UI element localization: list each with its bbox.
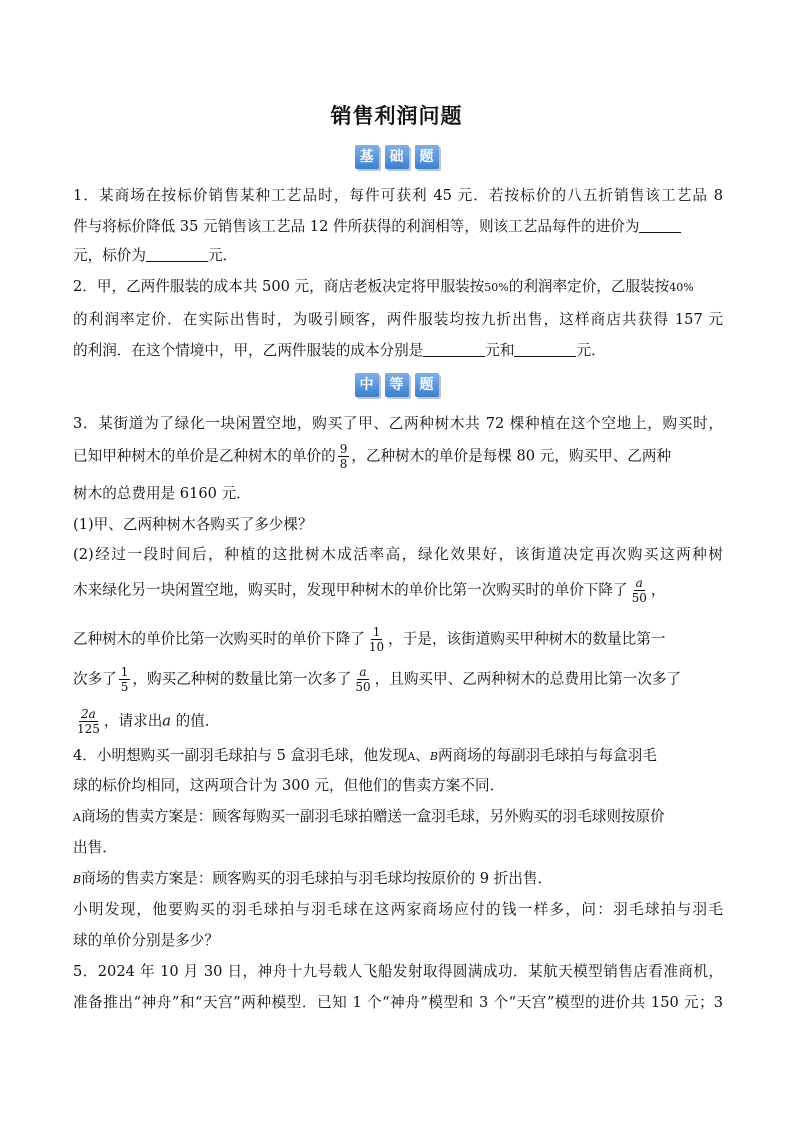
q2-text: 元． xyxy=(576,342,606,359)
q3-sub-1: (1)甲、乙两种树木各购买了多少棵？ xyxy=(73,516,313,533)
mall-a-label: A xyxy=(73,811,81,824)
q3-text: ，请求出 xyxy=(103,712,163,730)
mall-b-label: B xyxy=(429,750,438,763)
fraction-9-8 xyxy=(338,442,350,471)
q3-sub-2-line-1: (2)经过一段时间后，种植的这批树木成活率高，绿化效果好，该街道决定再次购买这两种树 xyxy=(73,546,723,563)
q3-text: ， xyxy=(650,581,666,599)
numerator: a xyxy=(635,576,643,590)
q3-text: ，于是，该街道购买甲种树木的数量比第一 xyxy=(388,630,666,648)
section-medium-header xyxy=(0,373,793,397)
q3-text: ，且购买甲、乙两种树木的总费用比第一次多了 xyxy=(374,670,682,688)
numerator: 1 xyxy=(372,625,381,639)
percent-40: 40% xyxy=(669,281,694,294)
q4-line-1 xyxy=(73,746,657,767)
section-badge: 等 xyxy=(385,373,409,397)
q3-sub-2-line-3 xyxy=(73,625,665,654)
q3-text: ，乙种树木的单价是每棵 80 元，购买甲、乙两种 xyxy=(351,447,672,465)
answer-blank xyxy=(514,342,576,357)
denominator: 5 xyxy=(120,680,129,694)
q3-line-2 xyxy=(73,442,671,471)
fraction-1-5 xyxy=(119,665,131,694)
denominator: 50 xyxy=(631,591,647,605)
q3-text: 的值． xyxy=(171,712,220,730)
denominator: 50 xyxy=(355,680,371,694)
q3-line-1: 3．某街道为了绿化一块闲置空地，购买了甲、乙两种树木共 72 棵种植在这个空地上，购买时， xyxy=(73,415,723,432)
fraction-a-50 xyxy=(353,665,372,694)
answer-blank xyxy=(639,218,681,233)
q4-line-5 xyxy=(73,869,552,890)
q4-line-4: 出售． xyxy=(73,839,117,856)
section-badge: 题 xyxy=(415,145,439,169)
section-badge: 基 xyxy=(355,145,379,169)
q2-text: 2．甲，乙两件服装的成本共 500 元，商店老板决定将甲服装按 xyxy=(73,278,485,295)
q3-text: 次多了 xyxy=(73,670,117,688)
q2-line-1 xyxy=(73,277,694,298)
section-badge: 础 xyxy=(385,145,409,169)
q2-line-3 xyxy=(73,341,606,361)
q1-text: 元，标价为 xyxy=(73,247,146,264)
numerator: a xyxy=(359,665,367,679)
q1-line-2 xyxy=(73,217,681,237)
fraction-2a-125 xyxy=(75,707,102,736)
q3-sub-2-line-2 xyxy=(73,576,665,605)
q1-text: 件与将标价降低 35 元销售该工艺品 12 件所获得的利润相等，则该工艺品每件的进价为 xyxy=(73,218,640,235)
q2-text: 的利润率定价，乙服装按 xyxy=(508,278,670,295)
percent-50: 50% xyxy=(484,281,509,294)
q3-sub-2-line-5 xyxy=(73,707,219,736)
q4-text: 、 xyxy=(415,747,430,764)
fraction-1-10 xyxy=(367,625,386,654)
q4-line-3 xyxy=(73,807,665,828)
q4-line-2: 球的标价均相同，这两项合计为 300 元，但他们的售卖方案不同． xyxy=(73,777,505,794)
section-basic-header xyxy=(0,145,793,169)
mall-a-label: A xyxy=(407,750,416,763)
q3-text: 已知甲种树木的单价是乙种树木的单价的 xyxy=(73,447,336,465)
denominator: 10 xyxy=(368,640,385,654)
q3-text: ，购买乙种树的数量比第一次多了 xyxy=(132,670,352,688)
page-title: 销售利润问题 xyxy=(330,104,463,128)
section-badge: 中 xyxy=(355,373,379,397)
q4-text: 两商场的每副羽毛球拍与每盒羽毛 xyxy=(437,747,657,764)
denominator: 125 xyxy=(77,722,100,736)
numerator: 1 xyxy=(120,665,129,679)
answer-blank xyxy=(146,247,208,262)
q4-text: 4．小明想购买一副羽毛球拍与 5 盒羽毛球，他发现 xyxy=(73,747,408,764)
fraction-a-50 xyxy=(630,576,649,605)
q3-sub-2-line-4 xyxy=(73,665,681,694)
section-badge: 题 xyxy=(415,373,439,397)
numerator: 9 xyxy=(339,442,348,456)
q4-text: 商场的售卖方案是：顾客购买的羽毛球拍与羽毛球均按原价的 9 折出售． xyxy=(81,870,553,887)
variable-a: a xyxy=(162,712,171,730)
q2-text: 的利润．在这个情境中，甲，乙两件服装的成本分别是 xyxy=(73,342,424,359)
q2-text: 元和 xyxy=(485,342,515,359)
q4-line-7: 球的单价分别是多少？ xyxy=(73,932,219,949)
q5-line-1: 5．2024 年 10 月 30 日，神舟十九号载人飞船发射取得圆满成功．某航天模型销售店看准商机， xyxy=(73,963,723,980)
denominator: 8 xyxy=(339,457,348,471)
q1-line-3 xyxy=(73,246,237,266)
q3-line-3: 树木的总费用是 6160 元． xyxy=(73,485,251,502)
q4-text: 商场的售卖方案是：顾客每购买一副羽毛球拍赠送一盒羽毛球，另外购买的羽毛球则按原价 xyxy=(80,808,665,825)
q1-text: 元． xyxy=(207,247,238,264)
numerator: 2a xyxy=(81,707,96,721)
q5-line-2: 准备推出“神舟”和“天宫”两种模型．已知 1 个“神舟”模型和 3 个“天宫”模型的进价共 150 元；3 xyxy=(73,994,723,1011)
answer-blank xyxy=(423,342,485,357)
q1-line-1: 1．某商场在按标价销售某种工艺品时，每件可获利 45 元．若按标价的八五折销售该工艺品 8 xyxy=(73,187,723,204)
q3-text: 木来绿化另一块闲置空地，购买时，发现甲种树木的单价比第一次购买时的单价下降了 xyxy=(73,581,628,599)
q2-line-2: 的利润率定价．在实际出售时，为吸引顾客，两件服装均按九折出售，这样商店共获得 157 元 xyxy=(73,311,723,328)
mall-b-label: B xyxy=(73,873,82,886)
q4-line-6: 小明发现，他要购买的羽毛球拍与羽毛球在这两家商场应付的钱一样多，问：羽毛球拍与羽毛 xyxy=(73,901,723,918)
q3-text: 乙种树木的单价比第一次购买时的单价下降了 xyxy=(73,630,365,648)
